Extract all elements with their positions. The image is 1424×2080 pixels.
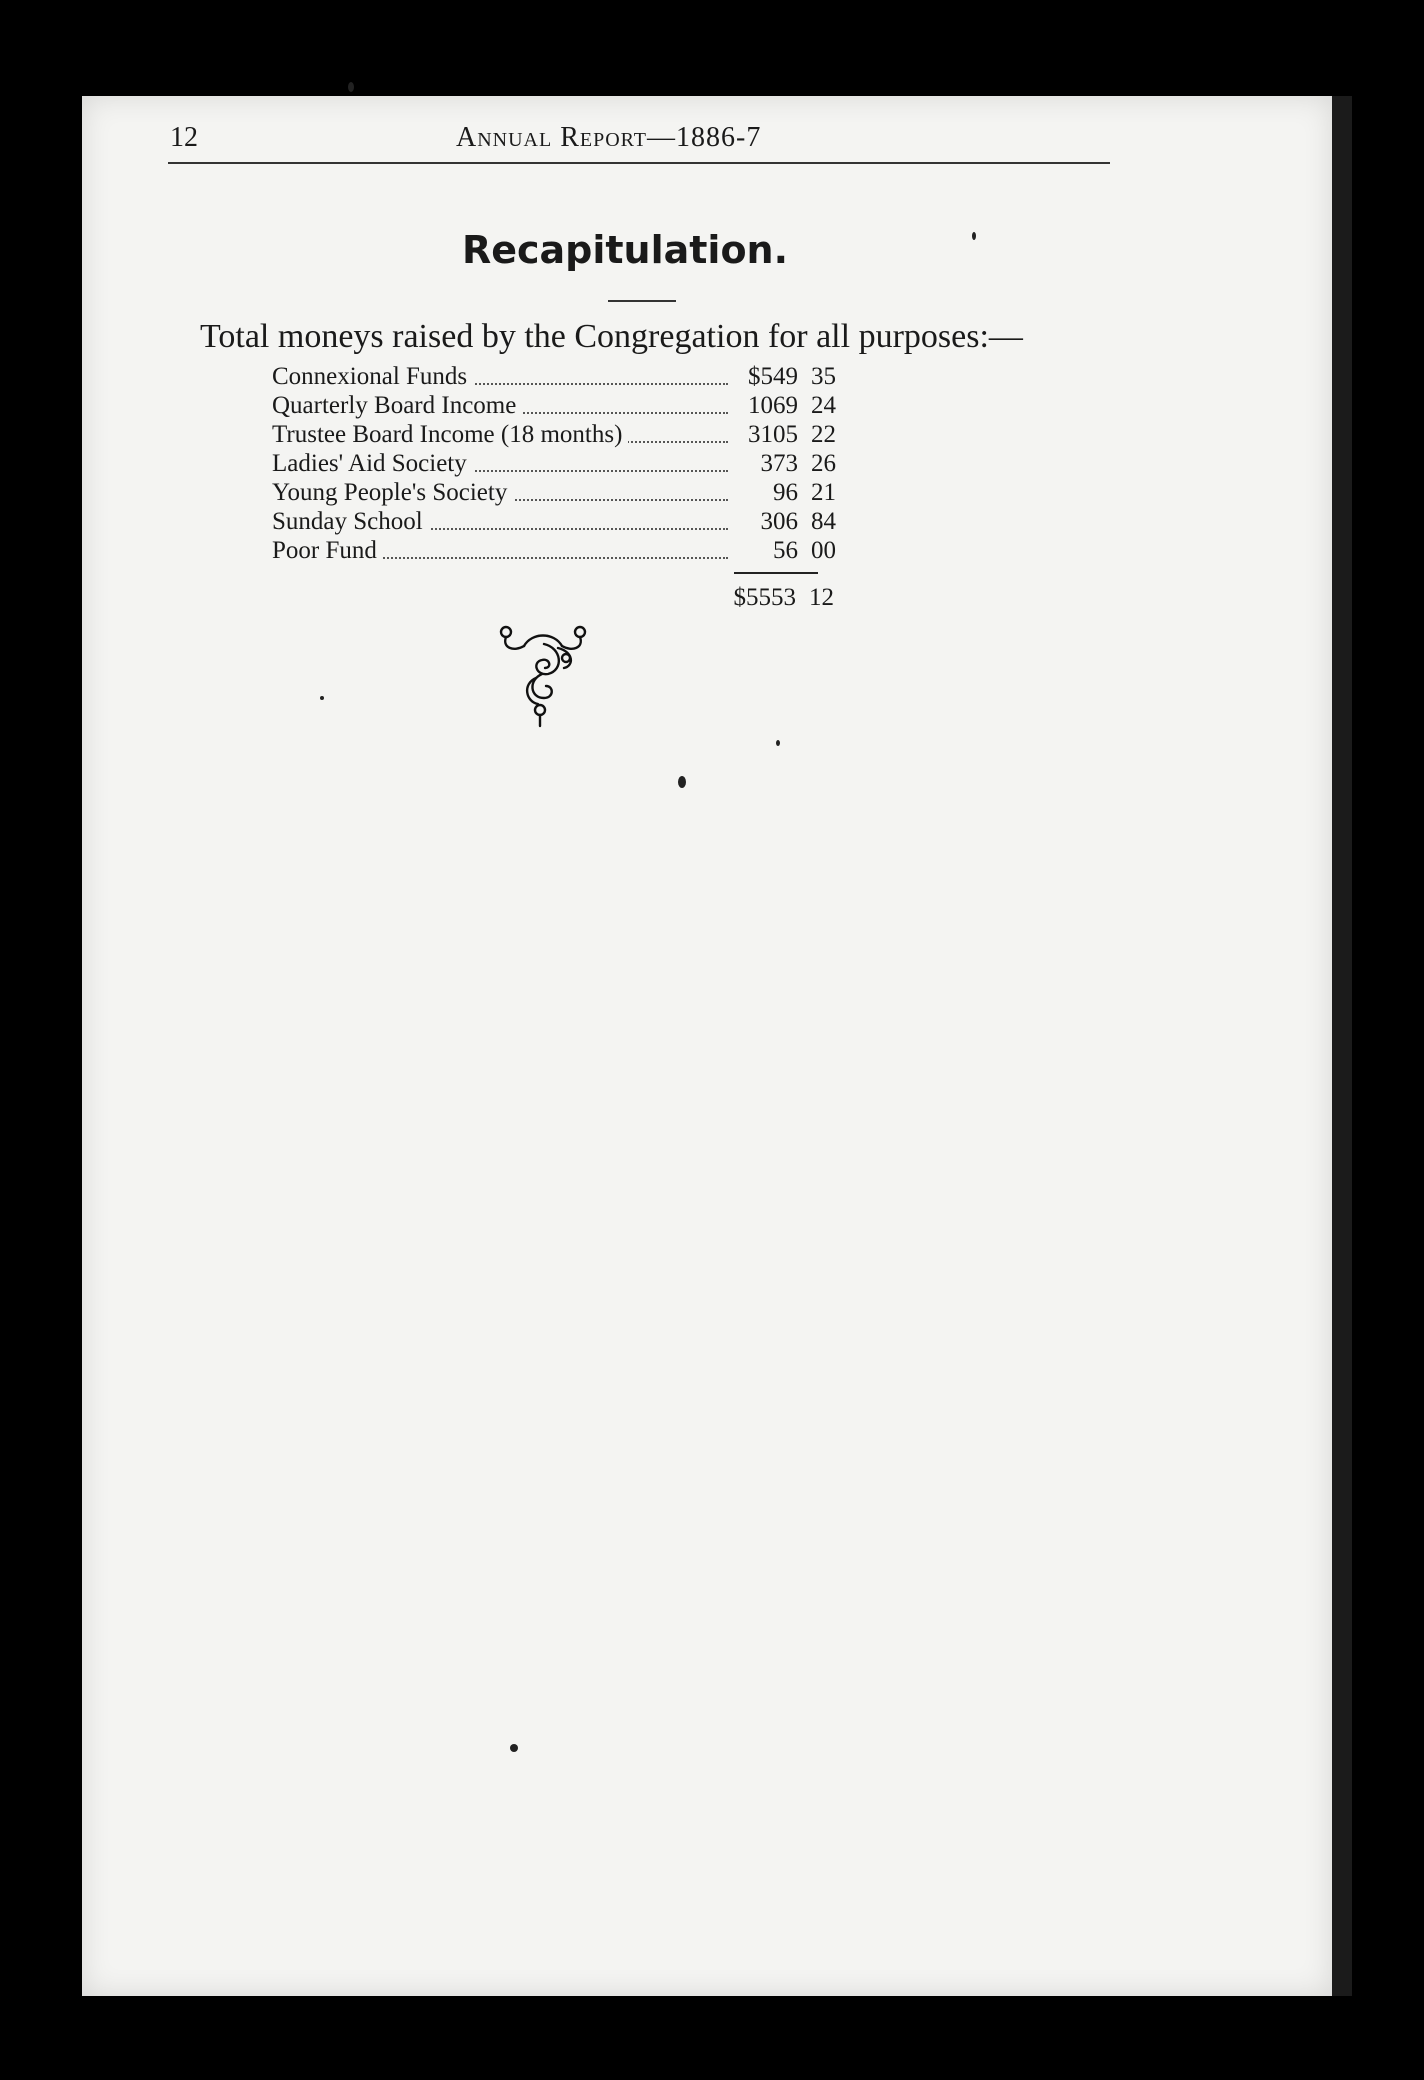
item-label-cell	[272, 420, 728, 449]
header-rule	[168, 162, 1110, 164]
item-label-cell	[272, 478, 728, 507]
ink-speck	[678, 776, 686, 788]
item-dollars: 56	[773, 537, 798, 564]
item-dollars: 96	[773, 479, 798, 506]
item-label: Quarterly Board Income	[272, 392, 522, 419]
ink-speck	[510, 1744, 518, 1752]
item-dollars: $549	[748, 363, 798, 390]
item-dollars: 3105	[748, 421, 798, 448]
table-row	[272, 536, 836, 565]
recapitulation-table	[272, 362, 836, 565]
page-title: Recapitulation.	[461, 228, 789, 272]
item-label: Sunday School	[272, 508, 429, 535]
page-header	[170, 122, 1110, 162]
item-cents: 84	[811, 508, 836, 535]
ink-speck	[348, 82, 354, 92]
item-label-cell	[272, 536, 728, 565]
item-cents: 22	[811, 421, 836, 448]
total-row	[726, 584, 834, 612]
total-cents: 12	[809, 584, 834, 611]
total-dollars: $5553	[733, 584, 796, 611]
table-row	[272, 507, 836, 536]
scroll-flourish-icon	[492, 618, 592, 728]
table-row	[272, 391, 836, 420]
item-cents: 35	[811, 363, 836, 390]
ink-speck	[972, 232, 976, 240]
item-label: Poor Fund	[272, 537, 383, 564]
item-cents: 00	[811, 537, 836, 564]
item-cents: 21	[811, 479, 836, 506]
item-label: Connexional Funds	[272, 363, 473, 390]
table-row	[272, 478, 836, 507]
title-rule	[608, 300, 676, 302]
table-row	[272, 362, 836, 391]
table-row	[272, 420, 836, 449]
running-head: Annual Report—1886-7	[456, 122, 762, 153]
total-rule	[734, 572, 818, 574]
item-label: Ladies' Aid Society	[272, 450, 473, 477]
item-label-cell	[272, 391, 728, 420]
scan-edge	[1332, 96, 1352, 1996]
item-dollars: 373	[760, 450, 798, 477]
item-dollars: 306	[760, 508, 798, 535]
intro-text: Total moneys raised by the Congregation for all purposes:—	[200, 318, 1023, 355]
item-label-cell	[272, 507, 728, 536]
ink-speck	[776, 740, 780, 746]
table-row	[272, 449, 836, 478]
item-dollars: 1069	[748, 392, 798, 419]
page-number: 12	[170, 122, 198, 153]
item-label-cell	[272, 449, 728, 478]
item-label: Young People's Society	[272, 479, 513, 506]
item-label: Trustee Board Income (18 months)	[272, 421, 628, 448]
ink-speck	[320, 696, 324, 700]
item-cents: 26	[811, 450, 836, 477]
item-label-cell	[272, 362, 728, 391]
item-cents: 24	[811, 392, 836, 419]
